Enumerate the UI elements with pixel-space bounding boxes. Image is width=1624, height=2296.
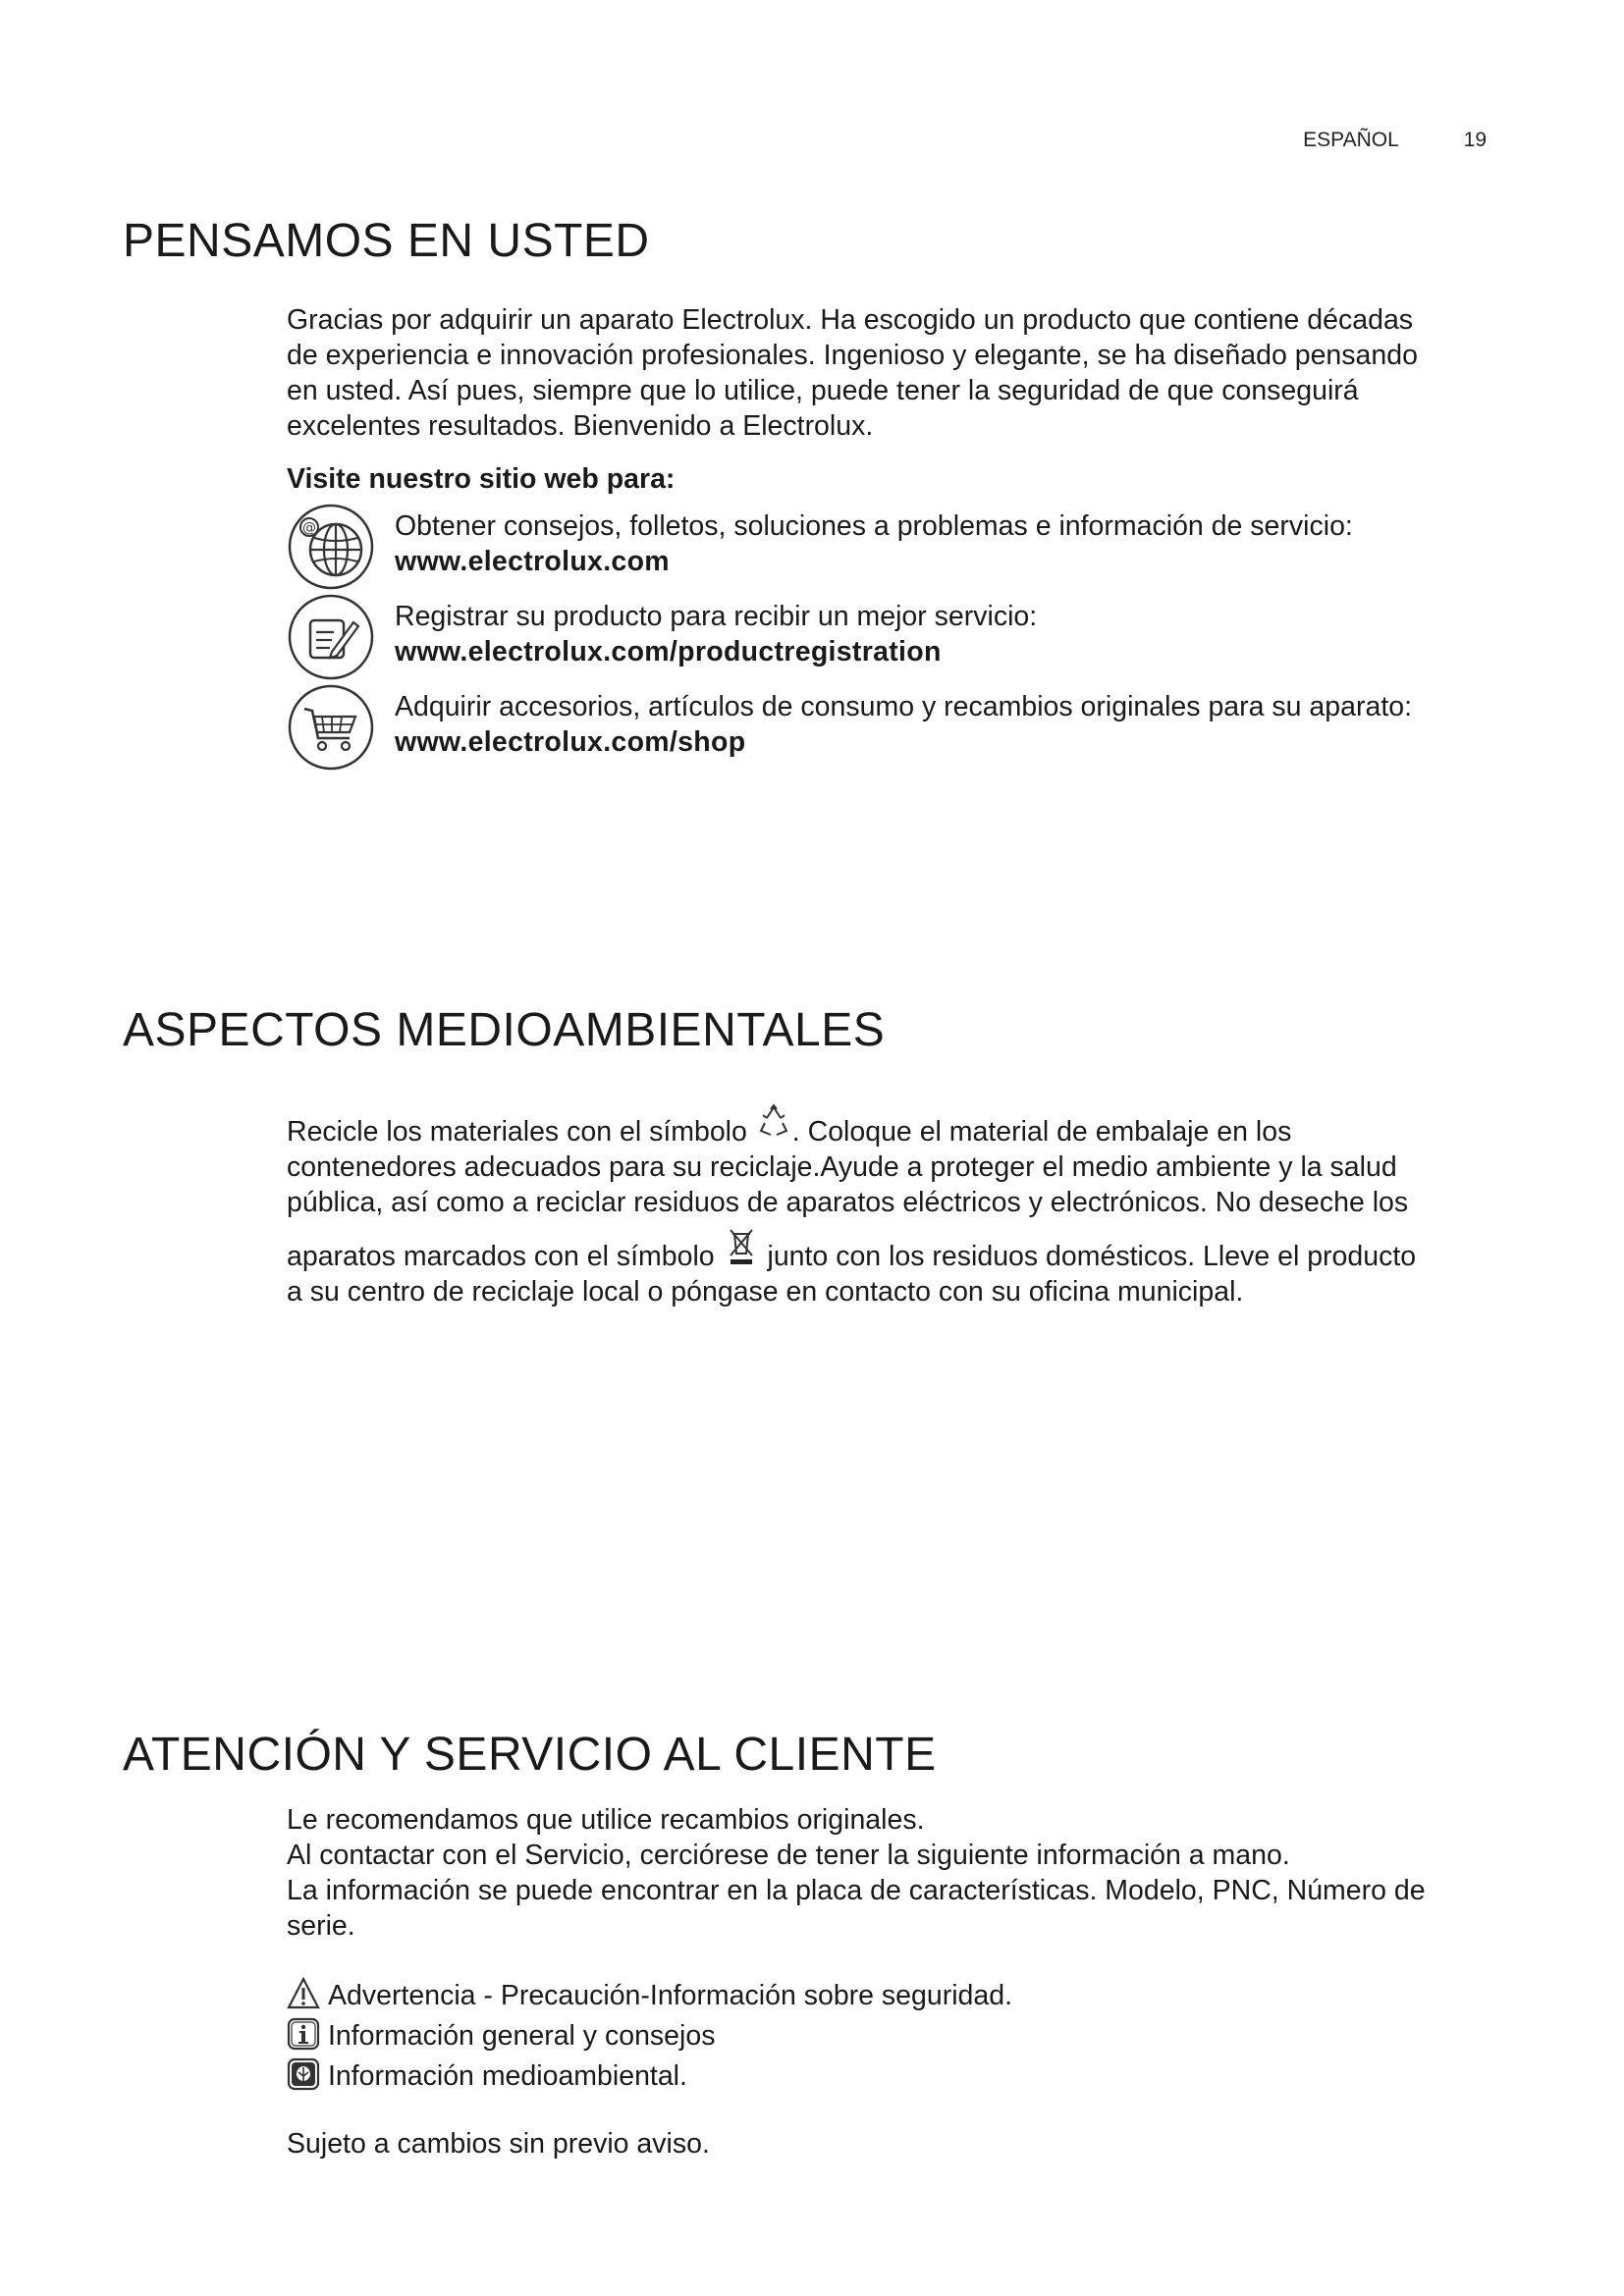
website-item-text: Adquirir accesorios, artículos de consumo y recambios originales para su aparato: <box>395 691 1413 722</box>
legend-warning <box>287 1977 1012 2013</box>
service-line: Al contactar con el Servicio, cerciórese de tener la siguiente información a mano. <box>287 1840 1290 1871</box>
intro-line: excelentes resultados. Bienvenido a Electrolux. <box>287 410 874 442</box>
service-line: Le recomendamos que utilice recambios originales. <box>287 1804 925 1836</box>
service-paragraph <box>287 1802 1485 1944</box>
environment-text: Recicle los materiales con el símbolo <box>287 1116 755 1148</box>
legend-info <box>287 2017 715 2054</box>
environment-paragraph <box>287 1101 1485 1309</box>
environment-line: contenedores adecuados para su reciclaje.Ayude a proteger el medio ambiente y la salud <box>287 1151 1397 1183</box>
website-item-registration <box>287 593 1504 683</box>
section-title-medioambientales: ASPECTOS MEDIOAMBIENTALES <box>123 1004 886 1056</box>
website-link-shop[interactable]: www.electrolux.com/shop <box>395 726 746 758</box>
environment-icon <box>287 2057 320 2091</box>
legend-environment <box>287 2057 687 2094</box>
environment-line <box>287 1101 1485 1149</box>
registration-icon <box>287 593 375 681</box>
language-label: ESPAÑOL <box>1303 129 1399 151</box>
website-item-text: Obtener consejos, folletos, soluciones a problemas e información de servicio: <box>395 510 1353 542</box>
legend-text: Información general y consejos <box>328 2020 716 2052</box>
info-icon <box>287 2017 320 2051</box>
website-item-text: Registrar su producto para recibir un mejor servicio: <box>395 601 1038 632</box>
intro-line: de experiencia e innovación profesionales. Ingenioso y elegante, se ha diseñado pensando <box>287 340 1418 371</box>
footer-note: Sujeto a cambios sin previo aviso. <box>287 2128 710 2160</box>
warning-icon <box>287 1977 320 2010</box>
svg-text:@: @ <box>302 520 316 536</box>
environment-line: pública, así como a reciclar residuos de aparatos eléctricos y electrónicos. No deseche los <box>287 1187 1409 1218</box>
website-link-registration[interactable]: www.electrolux.com/productregistration <box>395 636 942 667</box>
service-line: La información se puede encontrar en la placa de características. Modelo, PNC, Número de <box>287 1875 1426 1906</box>
environment-line: a su centro de reciclaje local o póngase en contacto con su oficina municipal. <box>287 1276 1244 1308</box>
globe-icon <box>287 503 375 591</box>
visit-website-label: Visite nuestro sitio web para: <box>287 463 676 495</box>
website-link-electrolux[interactable]: www.electrolux.com <box>395 546 670 577</box>
website-item-service <box>287 503 1504 593</box>
recycle-icon <box>757 1101 790 1145</box>
section-title-atencion: ATENCIÓN Y SERVICIO AL CLIENTE <box>123 1729 937 1781</box>
crossed-bin-icon <box>725 1226 758 1269</box>
website-item-shop <box>287 683 1504 774</box>
section-title-pensamos: PENSAMOS EN USTED <box>123 215 650 267</box>
service-line: serie. <box>287 1910 355 1942</box>
intro-line: en usted. Así pues, siempre que lo utilice, puede tener la seguridad de que conseguirá <box>287 375 1359 406</box>
environment-line <box>287 1226 1485 1274</box>
page-number: 19 <box>1463 129 1487 151</box>
page-header <box>1303 129 1487 152</box>
environment-text: aparatos marcados con el símbolo <box>287 1241 723 1272</box>
shopping-cart-icon <box>287 683 375 772</box>
legend-text: Información medioambiental. <box>328 2060 687 2092</box>
environment-text: junto con los residuos domésticos. Lleve el producto <box>759 1241 1417 1272</box>
legend-text: Advertencia - Precaución-Información sobre seguridad. <box>328 1980 1013 2011</box>
intro-paragraph <box>287 302 1485 444</box>
environment-text: . Coloque el material de embalaje en los <box>791 1116 1292 1148</box>
intro-line: Gracias por adquirir un aparato Electrolux. Ha escogido un producto que contiene décadas <box>287 304 1414 336</box>
